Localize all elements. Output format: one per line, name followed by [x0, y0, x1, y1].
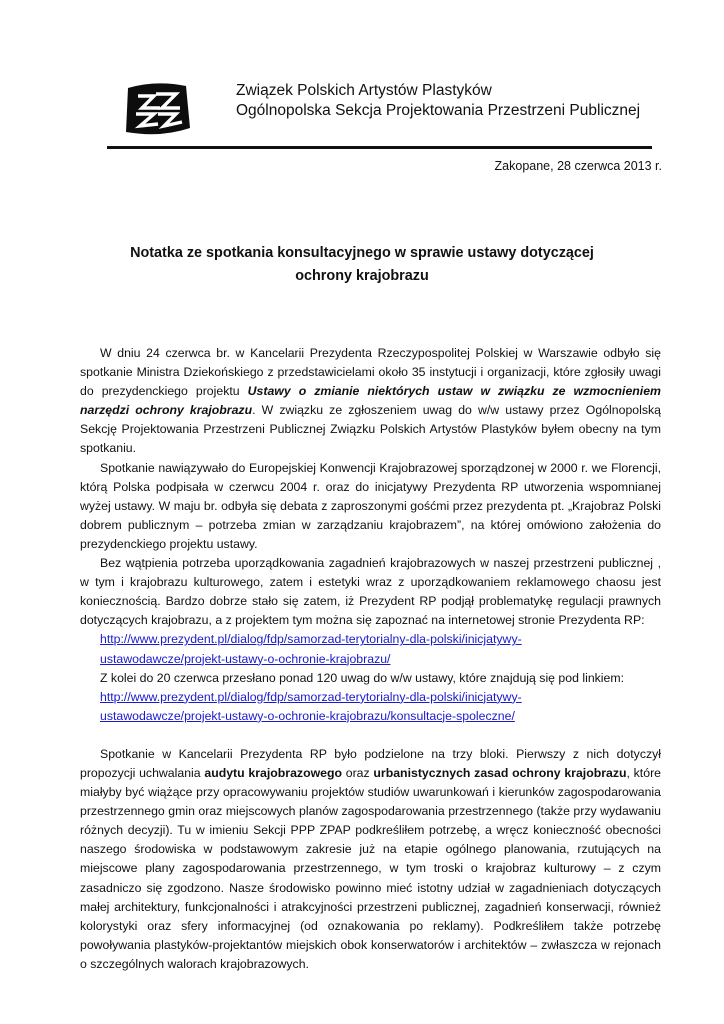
paragraph-1-text-c: . W związku ze zgłoszeniem uwag do w/w ustawy przez Ogólnopolską Sekcję Projektowania Przestrzeni Publicznej Związku Polskich Artystów Plastyków byłem obecny na tym spotkaniu. — [80, 403, 661, 456]
paragraph-2: Spotkanie nawiązywało do Europejskiej Konwencji Krajobrazowej sporządzonej w 2000 r. we Florencji, którą Polska podpisała w czerwcu 2004 r. oraz do inicjatywy Prezydenta RP utworzenia wspomnianej wyżej ustawy. W maju br. odbyła się debata z zaproszonymi gośćmi przez prezydenta pt. „Krajobraz Polski dobrem publicznym – potrzeba zmian w zarządzaniu krajobrazem”, na której omówiono założenia do prezydenckiego projektu ustawy. — [80, 460, 661, 551]
header-divider — [107, 146, 652, 149]
document-body — [80, 344, 661, 974]
link-1[interactable] — [100, 632, 522, 665]
link-1-line-1: http://www.prezydent.pl/dialog/fdp/samorzad-terytorialny-dla-polski/inicjatywy- — [100, 632, 522, 647]
link-2-line-1: http://www.prezydent.pl/dialog/fdp/samorzad-terytorialny-dla-polski/inicjatywy- — [100, 689, 522, 704]
link-2-line-2: ustawodawcze/projekt-ustawy-o-ochronie-krajobrazu/konsultacje-spoleczne/ — [100, 708, 515, 723]
link-2-paragraph — [80, 688, 661, 726]
paragraph-5 — [80, 745, 661, 974]
document-date: Zakopane, 28 czerwca 2013 r. — [494, 159, 662, 173]
audit-term: audytu krajobrazowego — [204, 765, 343, 780]
paragraph-5-text-e: , które miałyby być wiążące przy opracowywaniu projektów studiów uwarunkowań i kierunków zagospodarowania przestrzennego gmin oraz miejscowych planów zagospodarowania przestrzennego (także przy wydawaniu różnych decyzji). Tu w imieniu Sekcji PPP ZPAP podkreśliłem potrzebę, a wręcz konieczność obecności naszego środowiska w podstawowym zakresie już na etapie ogólnego planowania, rzutujących na miejscowe plany zagospodarowania przestrzennego, w tym troski o krajobraz kulturowy – z czym zasadniczo się zgodzono. Nasze środowisko powinno mieć istotny udział w zagadnieniach dotyczących małej architektury, funkcjonalności i atrakcyjności przestrzeni publicznej, zagadnień konserwacji, również kolorystyki oraz sfery informacyjnej (od oznakowania po reklamy). Podkreśliłem także potrzebę powoływania plastyków-projektantów miejskich obok konserwatorów i architektów – zwłaszcza w rejonach o szczególnych walorach krajobrazowych. — [80, 765, 661, 971]
link-2[interactable] — [100, 690, 522, 723]
paragraph-5-text-c: oraz — [342, 765, 374, 780]
link-1-line-2: ustawodawcze/projekt-ustawy-o-ochronie-krajobrazu/ — [100, 651, 391, 666]
paragraph-3: Bez wątpienia potrzeba uporządkowania zagadnień krajobrazowych w naszej przestrzeni publicznej , w tym i krajobrazu kulturowego, zatem i estetyki wraz z uporządkowaniem reklamowego chaosu jest koniecznością. Bardzo dobrze stało się zatem, iż Prezydent RP podjął problematykę regulacji prawnych dotyczących krajobrazu, a z projektem tym można się zapoznać na internetowej stronie Prezydenta RP: — [80, 556, 661, 628]
section-name: Ogólnopolska Sekcja Projektowania Przestrzeni Publicznej — [236, 102, 641, 119]
title-line-2: ochrony krajobrazu — [295, 268, 429, 284]
paragraph-spacer — [80, 726, 661, 745]
paragraph-1-text-a: W dniu 24 czerwca br. w Kancelarii Prezydenta Rzeczypospolitej Polskiej w Warszawie odbyło się spotkanie Ministra Dziekońskiego z przedstawicielami około 35 instytucji i organizacji, które zgłosiły uwagi do prezydenckiego projektu — [80, 346, 661, 399]
organization-name: Związek Polskich Artystów Plastyków — [236, 82, 492, 99]
paragraph-5-text-a: Spotkanie w Kancelarii Prezydenta RP było podzielone na trzy bloki. Pierwszy z nich dotyczył propozycji uchwalania — [80, 746, 661, 780]
urban-rules-term: urbanistycznych zasad ochrony krajobrazu — [373, 765, 627, 780]
paragraph-1 — [80, 344, 661, 459]
bill-title: Ustawy o zmianie niektórych ustaw w związku ze wzmocnieniem narzędzi ochrony krajobrazu — [80, 384, 661, 418]
zpap-logo — [120, 78, 192, 140]
document-title — [62, 242, 662, 288]
organization-header — [236, 81, 640, 121]
title-line-1: Notatka ze spotkania konsultacyjnego w sprawie ustawy dotyczącej — [130, 245, 594, 261]
link-1-paragraph — [80, 630, 661, 668]
paragraph-4: Z kolei do 20 czerwca przesłano ponad 120 uwag do w/w ustawy, które znajdują się pod linkiem: — [100, 670, 625, 685]
